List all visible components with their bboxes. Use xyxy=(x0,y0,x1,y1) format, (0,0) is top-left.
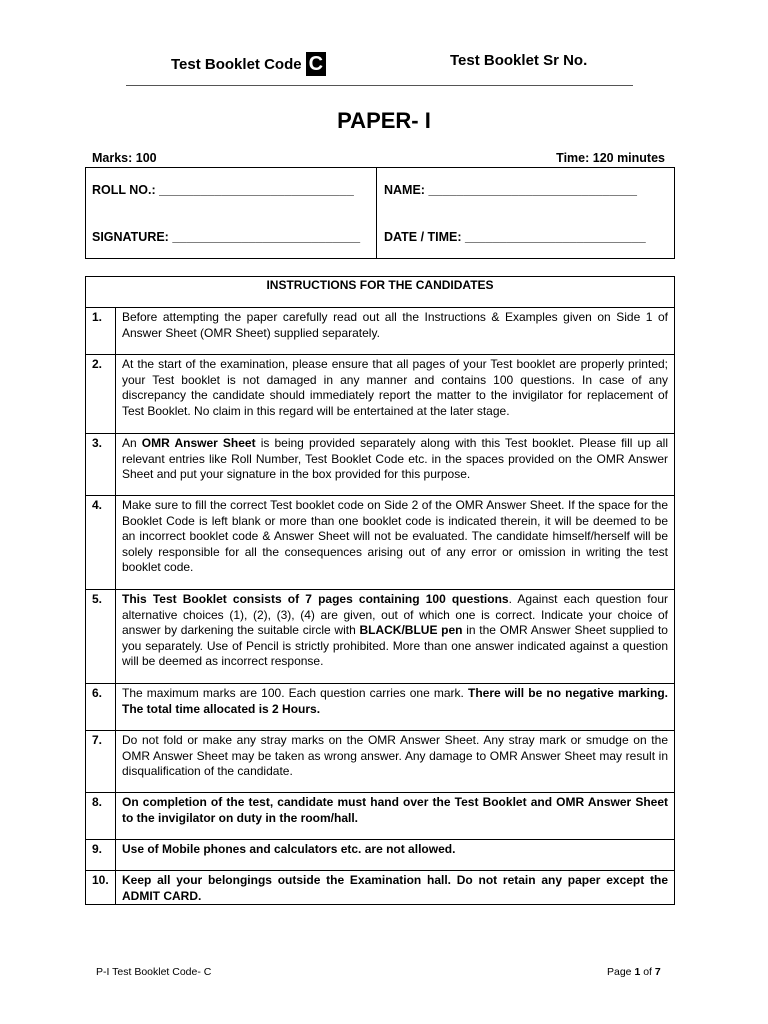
instruction-text: At the start of the examination, please ensure that all pages of your Test booklet are properly printed; your Test booklet is not damaged in any manner and contains 100 questions. In case of any discrepancy the candidate should immediately report the matter to the invigilator for replacement of Test Booklet. No claim in this regard will be entertained at the later stage. xyxy=(116,355,675,434)
instruction-number: 7. xyxy=(86,731,116,793)
instruction-row xyxy=(86,731,675,793)
instruction-text: An OMR Answer Sheet is being provided separately along with this Test booklet. Please fill up all relevant entries like Roll Number, Test Booklet Code etc. in the spaces provided on the OMR Answer Sheet and put your signature in the box provided for this purpose. xyxy=(116,434,675,496)
name-field: NAME: ______________________________ xyxy=(384,183,637,197)
instruction-number: 5. xyxy=(86,590,116,684)
header-rule xyxy=(126,85,633,86)
instruction-row xyxy=(86,793,675,840)
instruction-text: On completion of the test, candidate must hand over the Test Booklet and OMR Answer Sheet to the invigilator on duty in the room/hall. xyxy=(116,793,675,840)
instruction-number: 9. xyxy=(86,840,116,871)
marks-label: Marks: 100 xyxy=(92,151,157,165)
instruction-row xyxy=(86,684,675,731)
booklet-serial-label: Test Booklet Sr No. xyxy=(450,52,588,69)
instruction-row xyxy=(86,355,675,434)
booklet-code-label: Test Booklet Code xyxy=(171,55,302,73)
footer-booklet-code: P-I Test Booklet Code- C xyxy=(96,966,212,978)
instruction-text: The maximum marks are 100. Each question carries one mark. There will be no negative marking. The total time allocated is 2 Hours. xyxy=(116,684,675,731)
instruction-text: Do not fold or make any stray marks on the OMR Answer Sheet. Any stray mark or smudge on the OMR Answer Sheet may be taken as wrong answer. Any damage to OMR Answer Sheet may result in disqualification of the candidate. xyxy=(116,731,675,793)
booklet-code xyxy=(171,52,326,76)
instruction-number: 8. xyxy=(86,793,116,840)
paper-title: PAPER- I xyxy=(337,108,431,133)
page-number: Page 1 of 7 xyxy=(607,966,661,978)
time-label: Time: 120 minutes xyxy=(556,151,665,165)
instruction-row xyxy=(86,840,675,871)
instructions-table xyxy=(85,276,675,905)
instruction-text: Keep all your belongings outside the Examination hall. Do not retain any paper except the ADMIT CARD. xyxy=(116,871,675,905)
instruction-number: 2. xyxy=(86,355,116,434)
instruction-text: Use of Mobile phones and calculators etc. are not allowed. xyxy=(116,840,675,871)
instruction-row xyxy=(86,496,675,590)
instructions-heading: INSTRUCTIONS FOR THE CANDIDATES xyxy=(86,277,675,308)
roll-number-field: ROLL NO.: ____________________________ xyxy=(92,183,354,197)
instruction-row xyxy=(86,434,675,496)
details-divider xyxy=(376,168,377,258)
signature-field: SIGNATURE: ___________________________ xyxy=(92,230,361,244)
instruction-number: 1. xyxy=(86,308,116,355)
instruction-text: Before attempting the paper carefully read out all the Instructions & Examples given on Side 1 of Answer Sheet (OMR Sheet) supplied separately. xyxy=(116,308,675,355)
date-time-field: DATE / TIME: __________________________ xyxy=(384,230,646,244)
instruction-number: 10. xyxy=(86,871,116,905)
instruction-number: 3. xyxy=(86,434,116,496)
instruction-row xyxy=(86,871,675,905)
instruction-row xyxy=(86,308,675,355)
instruction-text: This Test Booklet consists of 7 pages containing 100 questions. Against each question four alternative choices (1), (2), (3), (4) are given, out of which one is correct. Indicate your choice of answer by darkening the suitable circle with BLACK/BLUE pen in the OMR Answer Sheet supplied to you separately. Use of Pencil is strictly prohibited. More than one answer indicated against a question will be deemed as incorrect response. xyxy=(116,590,675,684)
instruction-number: 4. xyxy=(86,496,116,590)
instruction-number: 6. xyxy=(86,684,116,731)
booklet-code-value: C xyxy=(306,52,326,76)
instruction-row xyxy=(86,590,675,684)
instruction-text: Make sure to fill the correct Test booklet code on Side 2 of the OMR Answer Sheet. If the space for the Booklet Code is left blank or more than one booklet code is indicated therein, it will be deemed to be an incorrect booklet code & Answer Sheet will not be evaluated. The candidate himself/herself will be solely responsible for all the consequences arising out of any error or omission in writing the test booklet code. xyxy=(116,496,675,590)
candidate-details-box xyxy=(85,167,675,259)
